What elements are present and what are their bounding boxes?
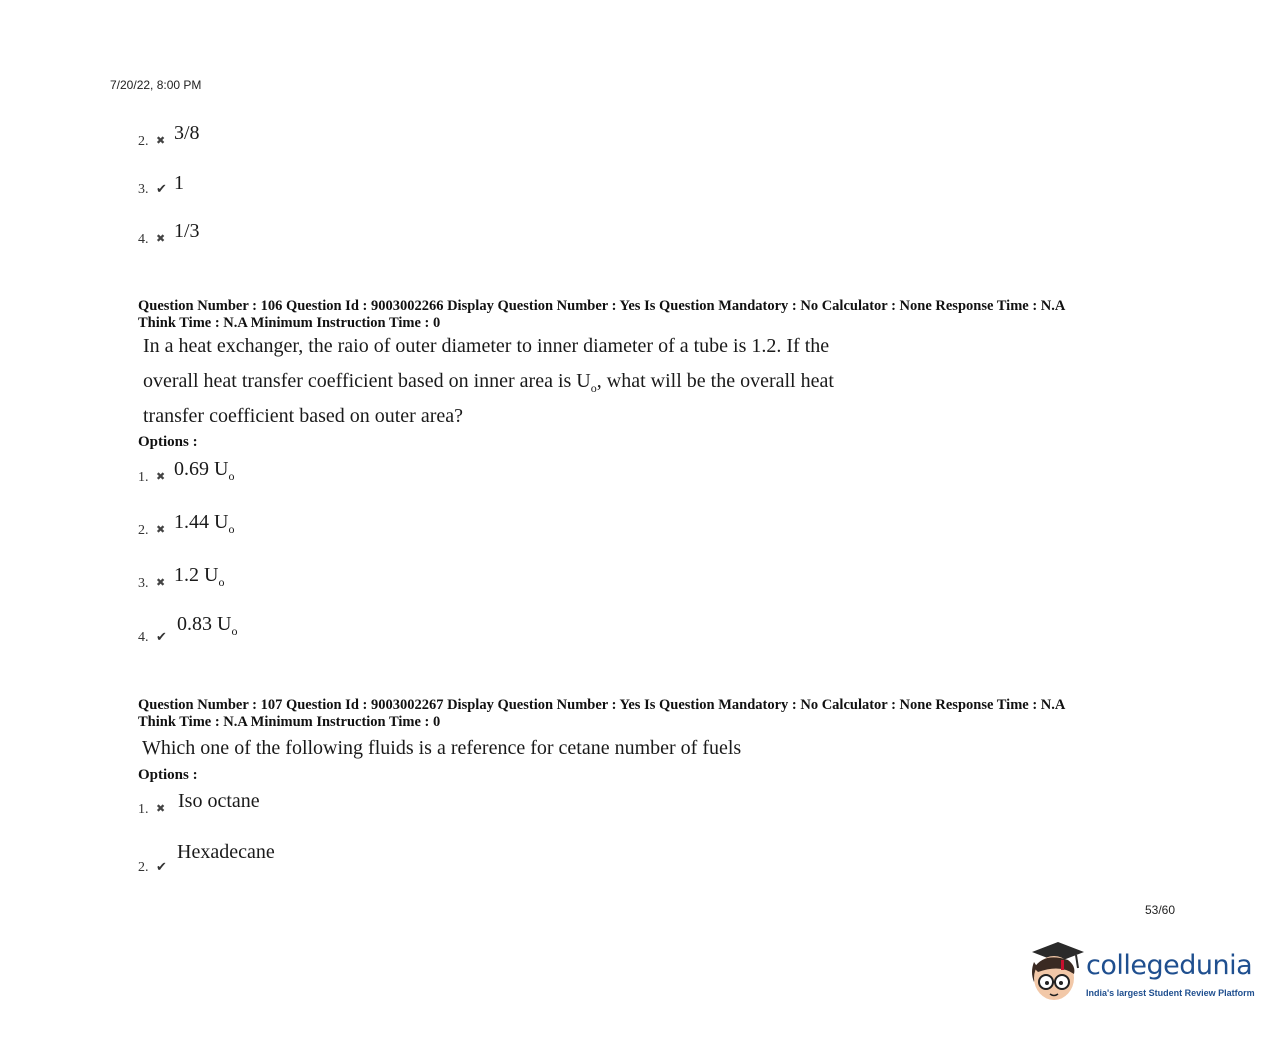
option-text: 1.44 $U_o$: [174, 511, 235, 536]
option-number: 2.: [138, 134, 149, 149]
option-text: Hexadecane: [177, 841, 275, 863]
collegedunia-logo[interactable]: [1024, 938, 1254, 1008]
question-107-meta: [138, 697, 1065, 731]
question-107-text: Which one of the following fluids is a reference for cetane number of fuels: [142, 737, 742, 759]
question-meta-line: Question Number : 107 Question Id : 9003002267 Display Question Number : Yes Is Question Mandatory : No Calculator : None Response Time : N.A: [138, 697, 1066, 713]
logo-tagline: India's largest Student Review Platform: [1086, 988, 1255, 998]
correct-check-icon: ✔: [156, 181, 167, 196]
logo-wordmark: collegedunia: [1086, 950, 1253, 981]
option-number: 2.: [138, 860, 149, 875]
question-106-text-line-3: transfer coefficient based on outer area?: [143, 405, 464, 427]
page-number: 53/60: [1145, 903, 1176, 917]
options-label: Options :: [138, 767, 198, 783]
question-meta-line: Think Time : N.A Minimum Instruction Time : 0: [138, 714, 441, 730]
question-meta-line: Question Number : 106 Question Id : 9003002266 Display Question Number : Yes Is Question Mandatory : No Calculator : None Response Time : N.A: [138, 298, 1066, 314]
question-106-meta: [138, 298, 1065, 332]
wrong-mark-icon: ✖: [156, 803, 166, 815]
wrong-mark-icon: ✖: [156, 524, 166, 536]
option-text: Iso octane: [178, 790, 260, 812]
option-number: 3.: [138, 576, 149, 591]
option-text: 1: [174, 172, 184, 194]
option-number: 1.: [138, 802, 149, 817]
print-timestamp: 7/20/22, 8:00 PM: [110, 78, 202, 92]
option-number: 4.: [138, 630, 149, 645]
option-number: 4.: [138, 232, 149, 247]
wrong-mark-icon: ✖: [156, 233, 166, 245]
question-meta-line: Think Time : N.A Minimum Instruction Time : 0: [138, 315, 441, 331]
option-number: 3.: [138, 182, 149, 197]
mascot-icon: [1024, 938, 1086, 1008]
option-number: 1.: [138, 470, 149, 485]
question-106-text-line-1: In a heat exchanger, the raio of outer diameter to inner diameter of a tube is 1.2. If the: [143, 335, 830, 357]
wrong-mark-icon: ✖: [156, 577, 166, 589]
option-text: 1/3: [174, 220, 200, 242]
option-text: 0.83 $U_o$: [177, 613, 238, 638]
wrong-mark-icon: ✖: [156, 135, 166, 147]
option-text: 1.2 $U_o$: [174, 564, 225, 589]
question-106-text-line-2: overall heat transfer coefficient based on inner area is $U_o$, what will be the overall heat: [143, 370, 834, 395]
options-label: Options :: [138, 434, 198, 450]
correct-check-icon: ✔: [156, 629, 167, 644]
wrong-mark-icon: ✖: [156, 471, 166, 483]
option-number: 2.: [138, 523, 149, 538]
option-text: 3/8: [174, 122, 200, 144]
correct-check-icon: ✔: [156, 859, 167, 874]
option-text: 0.69 $U_o$: [174, 458, 235, 483]
